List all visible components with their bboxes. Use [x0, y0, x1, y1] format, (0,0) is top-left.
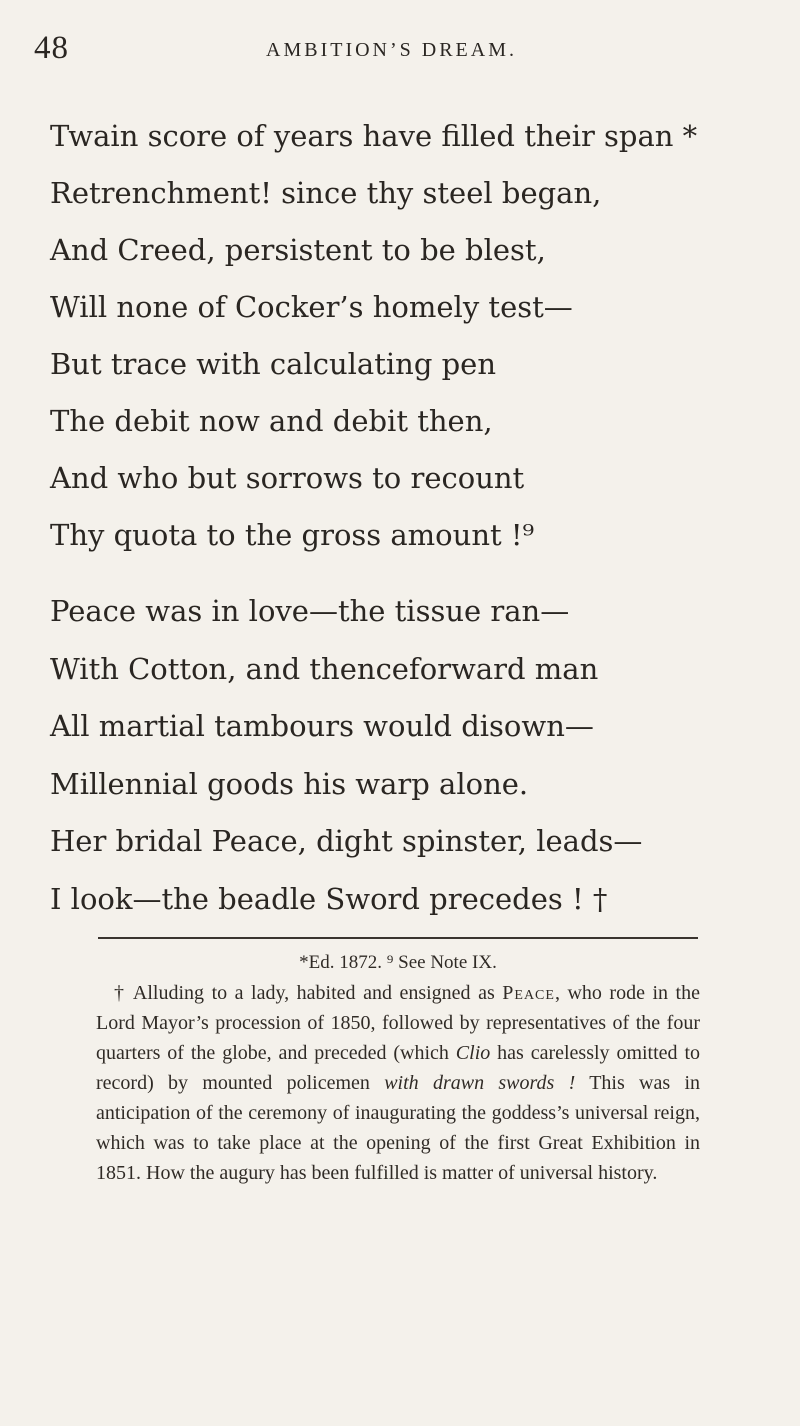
- footnote-text: † Alluding to a lady, habited and ensigned as: [114, 982, 503, 1004]
- footnote-swords: with drawn swords !: [384, 1072, 576, 1094]
- verse-line: Millennial goods his warp alone.: [50, 766, 529, 801]
- footnote-text: has carelessly omitted to record) by mounted policemen: [96, 1042, 700, 1094]
- stanza-2: [50, 583, 780, 928]
- page-number: 48: [34, 30, 69, 66]
- footnote-text: , who rode in the Lord Mayor’s procession of 1850, followed by representatives of the four quarters of the globe, and preceded (which: [96, 982, 700, 1064]
- verse-line: Her bridal Peace, dight spinster, leads—: [50, 824, 643, 858]
- footnote-clio: Clio: [455, 1042, 491, 1064]
- verse-line: And who but sorrows to recount: [50, 461, 525, 495]
- verse-line: And Creed, persistent to be blest,: [50, 233, 546, 267]
- footnote-rule: [98, 937, 698, 939]
- verse-line: All martial tambours would disown—: [50, 709, 594, 743]
- footnotes: [96, 948, 700, 1188]
- footnote-second: [96, 978, 700, 1188]
- running-head: AMBITION’S DREAM.: [266, 39, 517, 61]
- footnote-peace: Peace: [502, 982, 555, 1004]
- verse-line: I look—the beadle Sword precedes ! †: [50, 881, 608, 916]
- verse-line: Will none of Cocker’s homely test—: [50, 290, 573, 324]
- verse-line: The debit now and debit then,: [50, 404, 493, 438]
- footnote-text: This was in anticipation of the ceremony of inaugurating the goddess’s universal reign, which was to take place at the opening of the first Great Exhibition in 1851. How the augury has been fulfilled is matter of universal history.: [96, 1072, 700, 1184]
- footnote-first: *Ed. 1872. ⁹ See Note IX.: [299, 952, 497, 973]
- verse-line: Twain score of years have filled their span *: [50, 119, 698, 153]
- verse-line: But trace with calculating pen: [50, 347, 497, 381]
- verse-line: With Cotton, and thenceforward man: [50, 651, 599, 686]
- verse-line: Peace was in love—the tissue ran—: [50, 594, 570, 628]
- verse-line: Retrenchment! since thy steel began,: [50, 176, 602, 210]
- verse-line: Thy quota to the gross amount !⁹: [50, 518, 535, 552]
- stanza-1: [50, 108, 780, 564]
- page-header: [34, 30, 754, 80]
